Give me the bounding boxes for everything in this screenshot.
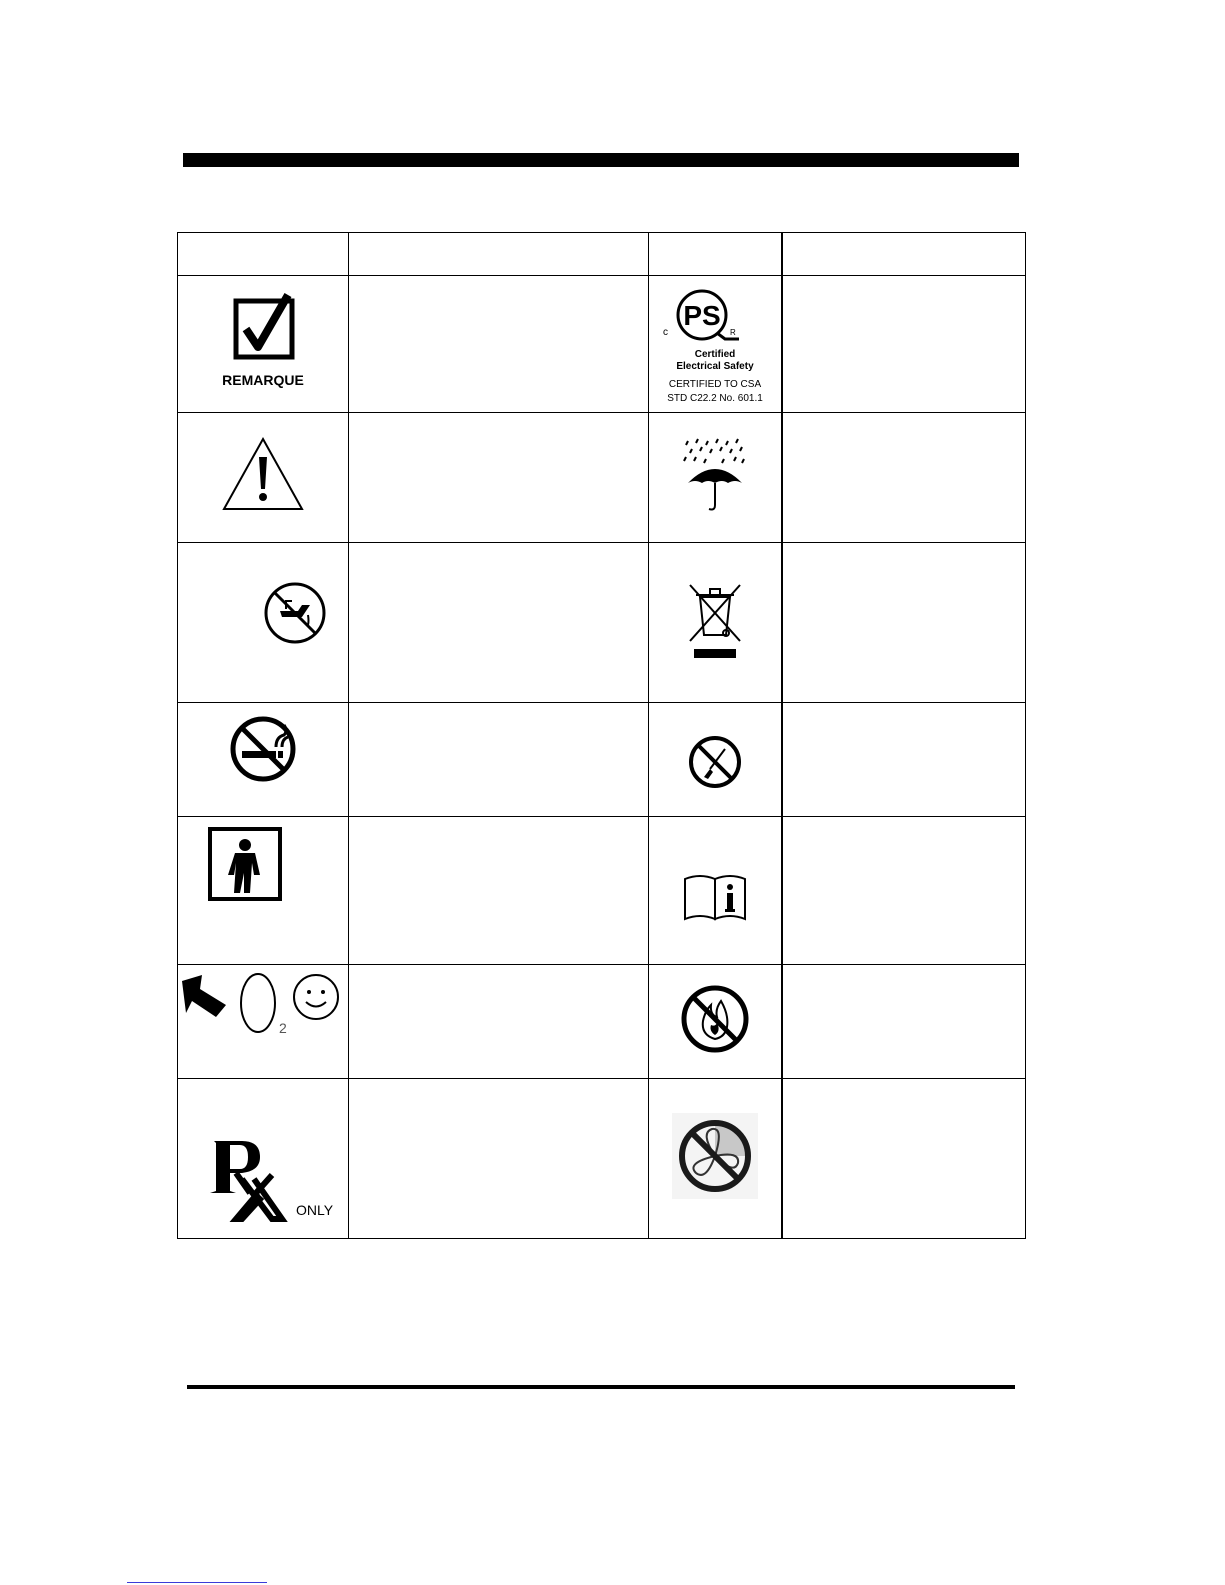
consult-instructions-icon	[675, 863, 755, 933]
symbol-cell	[649, 817, 782, 965]
footer-link-underline	[127, 1582, 267, 1583]
row-description	[349, 543, 649, 703]
row-description	[349, 413, 649, 543]
symbol-table	[177, 232, 1026, 1239]
row-description	[349, 276, 649, 413]
rx-only-label: ONLY	[296, 1202, 334, 1218]
no-oil-grease-icon	[198, 545, 328, 695]
do-not-block-fan-icon	[670, 1111, 760, 1201]
no-smoking-icon	[218, 709, 308, 789]
svg-text:PS: PS	[683, 299, 721, 331]
row-description	[782, 703, 1026, 817]
svg-text:Electrical Safety: Electrical Safety	[676, 360, 754, 372]
smiley-icon	[294, 975, 338, 1019]
svg-text:2: 2	[279, 1020, 287, 1036]
table-row	[178, 1079, 1026, 1239]
table-row	[178, 817, 1026, 965]
symbol-cell	[649, 965, 782, 1079]
row-description	[349, 965, 649, 1079]
row-description	[349, 703, 649, 817]
symbol-cell	[178, 703, 349, 817]
no-open-flame-icon	[675, 979, 755, 1059]
svg-text:Certified: Certified	[694, 348, 736, 360]
keep-dry-umbrella-icon	[680, 435, 750, 515]
row-description	[782, 965, 1026, 1079]
row-description	[349, 1079, 649, 1239]
svg-text:R: R	[729, 327, 736, 337]
table-row	[178, 703, 1026, 817]
row-description	[782, 543, 1026, 703]
rx-prescription-icon	[206, 1135, 306, 1225]
svg-text:c: c	[662, 326, 668, 338]
symbol-cell	[178, 1079, 349, 1239]
rx-only-symbol	[178, 1079, 348, 1238]
table-row	[178, 543, 1026, 703]
symbol-cell	[649, 413, 782, 543]
symbol-cell	[178, 965, 349, 1079]
symbol-cell	[649, 1079, 782, 1239]
symbol-cell	[649, 703, 782, 817]
symbol-cell	[649, 276, 782, 413]
type-bf-applied-part-icon	[178, 817, 348, 917]
row-description	[782, 413, 1026, 543]
note-label: REMARQUE	[222, 371, 304, 388]
symbol-cell	[178, 543, 349, 703]
symbol-cell	[649, 543, 782, 703]
no-tools-screwdriver-icon	[680, 727, 750, 797]
row-description	[349, 817, 649, 965]
row-description	[782, 1079, 1026, 1239]
warning-triangle-icon	[218, 435, 308, 515]
table-row	[178, 276, 1026, 413]
row-description	[782, 817, 1026, 965]
symbol-cell	[178, 413, 349, 543]
table-row	[178, 413, 1026, 543]
row-description	[782, 276, 1026, 413]
oxygen-use-icon	[178, 965, 348, 1045]
svg-text:CERTIFIED TO CSA: CERTIFIED TO CSA	[668, 378, 761, 390]
header-rule	[183, 153, 1019, 167]
table-row	[178, 965, 1026, 1079]
symbol-cell	[178, 276, 349, 413]
csa-certification-mark-icon	[655, 277, 775, 407]
header-cell	[649, 233, 782, 276]
arrow-icon	[182, 975, 226, 1017]
note-checkbox-icon	[208, 287, 318, 397]
table-header-row	[178, 233, 1026, 276]
symbol-cell	[178, 817, 349, 965]
svg-text:STD C22.2 No. 601.1: STD C22.2 No. 601.1	[666, 392, 763, 404]
weee-disposal-bin-icon	[680, 575, 750, 665]
header-cell	[349, 233, 649, 276]
header-cell	[782, 233, 1026, 276]
header-cell	[178, 233, 349, 276]
footer-rule	[187, 1385, 1015, 1389]
